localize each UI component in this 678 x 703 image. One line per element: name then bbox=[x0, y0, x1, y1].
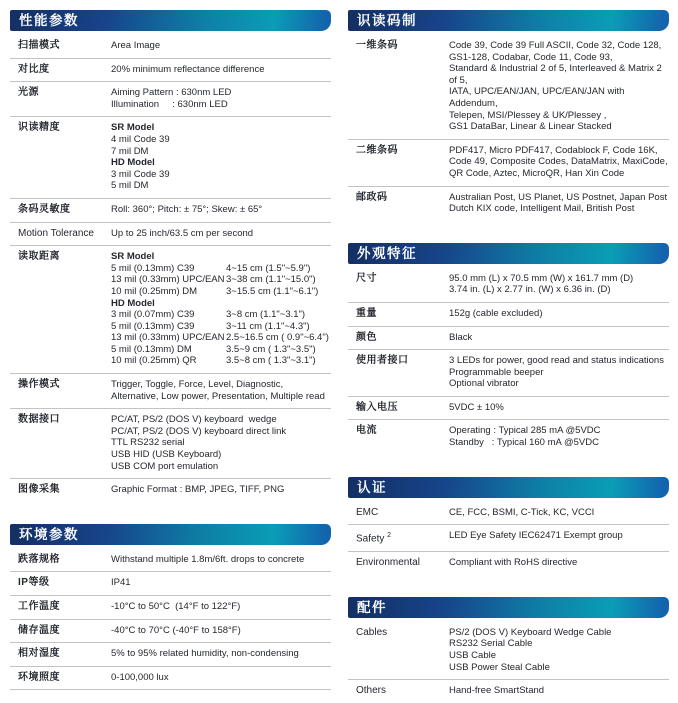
value-line-range: 3.5~8 cm ( 1.3"~3.1") bbox=[226, 355, 316, 367]
spec-section bbox=[348, 597, 669, 703]
row-label-text: 输入电压 bbox=[356, 401, 398, 413]
spec-row bbox=[348, 502, 669, 526]
spec-row bbox=[348, 140, 669, 187]
value-line: Illumination : 630nm LED bbox=[111, 98, 228, 110]
spec-section bbox=[348, 243, 669, 455]
row-label bbox=[10, 87, 111, 110]
value-line: Graphic Format : BMP, JPEG, TIFF, PNG bbox=[111, 484, 285, 496]
section-title: 外观特征 bbox=[348, 243, 669, 264]
value-line: 152g (cable excluded) bbox=[449, 307, 543, 319]
value-line-range: 3.5~9 cm ( 1.3"~3.5") bbox=[226, 343, 316, 355]
value-line-spec: 5 mil (0.13mm) DM bbox=[111, 343, 192, 355]
value-line-spec: 5 mil (0.13mm) C39 bbox=[111, 262, 195, 274]
value-line-range: 3~38 cm (1.1"~15.0") bbox=[226, 274, 316, 286]
value-line bbox=[111, 344, 331, 356]
row-label-text: 尺寸 bbox=[356, 272, 377, 284]
row-label bbox=[10, 648, 111, 660]
value-line: Compliant with RoHS directive bbox=[449, 557, 578, 569]
value-line bbox=[111, 355, 331, 367]
value-line: Black bbox=[449, 331, 473, 343]
row-label bbox=[348, 530, 449, 545]
row-value bbox=[111, 625, 331, 637]
row-value bbox=[449, 507, 669, 519]
row-label bbox=[10, 204, 111, 216]
value-line-spec: 3 mil (0.07mm) C39 bbox=[111, 309, 195, 321]
value-line: 3 mil Code 39 bbox=[111, 168, 170, 180]
row-value bbox=[111, 648, 331, 660]
row-label bbox=[348, 557, 449, 569]
left-column bbox=[10, 10, 331, 703]
value-line: QR Code, Aztec, MicroQR, Han Xin Code bbox=[449, 167, 625, 179]
row-value bbox=[111, 87, 331, 110]
spec-row bbox=[10, 667, 331, 691]
row-label-text: 对比度 bbox=[18, 63, 50, 75]
value-line: RS232 Serial Cable bbox=[449, 638, 533, 650]
value-line: Australian Post, US Planet, US Postnet, Japan Post bbox=[449, 191, 668, 203]
value-line: IP41 bbox=[111, 577, 131, 589]
row-label-text: 相对湿度 bbox=[18, 648, 60, 660]
spec-row bbox=[348, 350, 669, 397]
spec-section bbox=[10, 10, 331, 502]
row-value bbox=[449, 308, 669, 320]
row-label-superscript: 2 bbox=[387, 532, 392, 540]
spec-section bbox=[10, 524, 331, 691]
row-value bbox=[111, 601, 331, 613]
row-label-text: 邮政码 bbox=[356, 191, 388, 203]
value-line bbox=[111, 309, 331, 321]
row-value bbox=[111, 228, 331, 240]
row-value bbox=[449, 402, 669, 414]
spec-row bbox=[348, 552, 669, 575]
value-line-spec: 13 mil (0.33mm) UPC/EAN bbox=[111, 274, 225, 286]
spec-row bbox=[348, 268, 669, 303]
row-value bbox=[111, 414, 331, 472]
value-line: 5VDC ± 10% bbox=[449, 401, 504, 413]
value-line: USB Cable bbox=[449, 649, 496, 661]
row-label bbox=[10, 484, 111, 496]
value-line: Withstand multiple 1.8m/6ft. drops to concrete bbox=[111, 553, 305, 565]
spec-row bbox=[10, 620, 331, 644]
value-line: SR Model bbox=[111, 251, 155, 263]
value-line: Roll: 360°; Pitch: ± 75°; Skew: ± 65° bbox=[111, 203, 263, 215]
row-label-text: Environmental bbox=[356, 557, 420, 569]
section-title: 环境参数 bbox=[10, 524, 331, 545]
row-label bbox=[10, 414, 111, 472]
right-column bbox=[348, 10, 669, 703]
value-line: 0-100,000 lux bbox=[111, 671, 169, 683]
row-value bbox=[111, 379, 331, 402]
value-line-range: 3~11 cm (1.1"~4.3") bbox=[226, 320, 310, 332]
value-line: -10°C to 50°C (14°F to 122°F) bbox=[111, 601, 241, 612]
row-value bbox=[111, 204, 331, 216]
value-line: SR Model bbox=[111, 122, 155, 134]
spec-row bbox=[10, 246, 331, 374]
value-line: PC/AT, PS/2 (DOS V) keyboard wedge bbox=[111, 414, 277, 426]
value-line-spec: 10 mil (0.25mm) DM bbox=[111, 285, 198, 297]
value-line: 95.0 mm (L) x 70.5 mm (W) x 161.7 mm (D) bbox=[449, 272, 634, 284]
row-label bbox=[10, 40, 111, 52]
row-label-text: 数据接口 bbox=[18, 414, 60, 426]
row-value bbox=[111, 40, 331, 52]
value-line-spec: 10 mil (0.25mm) QR bbox=[111, 355, 197, 367]
row-value bbox=[449, 355, 669, 390]
spec-row bbox=[10, 572, 331, 596]
row-label bbox=[10, 601, 111, 613]
value-line: 5 mil DM bbox=[111, 180, 149, 192]
row-label bbox=[348, 627, 449, 673]
row-value bbox=[449, 530, 669, 545]
row-label bbox=[10, 577, 111, 589]
row-label bbox=[348, 402, 449, 414]
spec-row bbox=[348, 327, 669, 351]
row-label bbox=[10, 251, 111, 367]
value-line: Programmable beeper bbox=[449, 366, 544, 378]
row-label-text: 储存温度 bbox=[18, 624, 60, 636]
row-label-text: 环境照度 bbox=[18, 671, 60, 683]
row-label bbox=[10, 228, 111, 240]
value-line: USB COM port emulation bbox=[111, 460, 219, 472]
spec-row bbox=[10, 35, 331, 59]
value-line-range: 3~8 cm (1.1"~3.1") bbox=[226, 309, 306, 321]
row-value bbox=[449, 557, 669, 569]
row-label bbox=[10, 64, 111, 76]
value-line-range: 2.5~16.5 cm ( 0.9"~6.4") bbox=[226, 332, 329, 344]
row-label bbox=[10, 625, 111, 637]
value-line: Optional vibrator bbox=[449, 378, 519, 390]
row-label-text: 条码灵敏度 bbox=[18, 203, 71, 215]
spec-section bbox=[348, 477, 669, 575]
row-label-text: Cables bbox=[356, 626, 388, 638]
value-line-range: 3~15.5 cm (1.1"~6.1") bbox=[226, 285, 319, 297]
spec-row bbox=[10, 223, 331, 247]
value-line bbox=[111, 274, 331, 286]
row-value bbox=[111, 64, 331, 76]
value-line: IATA, UPC/EAN/JAN, UPC/EAN/JAN with Addendum, bbox=[449, 86, 627, 109]
section-title: 配件 bbox=[348, 597, 669, 618]
value-line: Hand-free SmartStand bbox=[449, 685, 545, 697]
row-value bbox=[449, 425, 669, 448]
row-label bbox=[348, 425, 449, 448]
row-label-text: 扫描模式 bbox=[18, 40, 60, 51]
row-label bbox=[10, 554, 111, 566]
value-line: USB HID (USB Keyboard) bbox=[111, 449, 222, 461]
value-line bbox=[111, 263, 331, 275]
value-line: USB Power Steal Cable bbox=[449, 661, 550, 673]
row-label-text: IP等级 bbox=[18, 577, 50, 589]
value-line: Alternative, Low power, Presentation, Multiple read bbox=[111, 390, 325, 402]
value-line: LED Eye Safety IEC62471 Exempt group bbox=[449, 530, 623, 542]
row-label bbox=[348, 685, 449, 697]
value-line: Standard & Industrial 2 of 5, Interleaved & Matrix 2 of 5, bbox=[449, 63, 665, 86]
value-line: Aiming Pattern : 630nm LED bbox=[111, 87, 232, 99]
spec-row bbox=[10, 479, 331, 502]
row-value bbox=[111, 251, 331, 367]
value-line: Standby : Typical 160 mA @5VDC bbox=[449, 437, 599, 449]
value-line: 4 mil Code 39 bbox=[111, 133, 170, 145]
value-line: GS1-128, Codabar, Code 11, Code 93, bbox=[449, 51, 613, 63]
row-label-text: 操作模式 bbox=[18, 379, 60, 391]
value-line: PDF417, Micro PDF417, Codablock F, Code 16K, bbox=[449, 144, 658, 156]
value-line: CE, FCC, BSMI, C-Tick, KC, VCCI bbox=[449, 506, 595, 518]
row-label-text: 一维条码 bbox=[356, 40, 398, 51]
spec-row bbox=[348, 187, 669, 221]
row-label bbox=[348, 332, 449, 344]
spec-row bbox=[10, 374, 331, 409]
spec-row bbox=[10, 643, 331, 667]
row-label-text: Others bbox=[356, 685, 387, 697]
value-line: 7 mil DM bbox=[111, 145, 149, 157]
value-line: PS/2 (DOS V) Keyboard Wedge Cable bbox=[449, 626, 612, 638]
value-line bbox=[111, 321, 331, 333]
spec-row bbox=[10, 549, 331, 573]
value-line: Code 49, Composite Codes, DataMatrix, MaxiCode, bbox=[449, 156, 668, 168]
row-label bbox=[10, 379, 111, 402]
value-line: 3 LEDs for power, good read and status indications bbox=[449, 355, 664, 367]
value-line: GS1 DataBar, Linear & Linear Stacked bbox=[449, 121, 612, 133]
row-label-text: 图像采集 bbox=[18, 484, 60, 496]
row-label bbox=[348, 273, 449, 296]
value-line: Trigger, Toggle, Force, Level, Diagnostic, bbox=[111, 379, 284, 391]
row-label-text: 工作温度 bbox=[18, 601, 60, 612]
row-value bbox=[449, 332, 669, 344]
value-line-spec: 5 mil (0.13mm) C39 bbox=[111, 320, 195, 332]
value-line: Area Image bbox=[111, 40, 161, 51]
spec-row bbox=[348, 420, 669, 454]
value-line bbox=[111, 332, 331, 344]
row-label-text: EMC bbox=[356, 506, 379, 518]
row-value bbox=[111, 122, 331, 192]
row-label bbox=[348, 507, 449, 519]
row-label-text: 二维条码 bbox=[356, 144, 398, 156]
spec-row bbox=[348, 680, 669, 703]
row-value bbox=[449, 627, 669, 673]
row-value bbox=[449, 40, 669, 133]
value-line: HD Model bbox=[111, 297, 155, 309]
value-line: Dutch KIX code, Intelligent Mail, British Post bbox=[449, 203, 635, 215]
row-value bbox=[111, 577, 331, 589]
spec-row bbox=[348, 622, 669, 680]
row-label-text: 重量 bbox=[356, 307, 377, 319]
value-line: 5% to 95% related humidity, non-condensing bbox=[111, 648, 299, 660]
row-value bbox=[111, 554, 331, 566]
row-label-text: 识读精度 bbox=[18, 122, 60, 134]
spec-row bbox=[10, 82, 331, 117]
row-label-text: 光源 bbox=[18, 87, 39, 99]
row-value bbox=[449, 192, 669, 215]
row-value bbox=[111, 484, 331, 496]
value-line bbox=[111, 286, 331, 298]
value-line-range: 4~15 cm (1.5"~5.9") bbox=[226, 262, 311, 274]
row-label bbox=[348, 308, 449, 320]
row-label bbox=[348, 355, 449, 390]
row-label bbox=[348, 145, 449, 180]
value-line: Telepen, MSI/Plessey & UK/Plessey , bbox=[449, 109, 607, 121]
spec-row bbox=[10, 117, 331, 199]
value-line: HD Model bbox=[111, 157, 155, 169]
value-line: 3.74 in. (L) x 2.77 in. (W) x 6.36 in. (D) bbox=[449, 284, 611, 296]
spec-row bbox=[348, 397, 669, 421]
value-line: Up to 25 inch/63.5 cm per second bbox=[111, 227, 254, 239]
spec-row bbox=[348, 525, 669, 552]
spec-row bbox=[10, 596, 331, 620]
section-title: 性能参数 bbox=[10, 10, 331, 31]
value-line: Code 39, Code 39 Full ASCII, Code 32, Code 128, bbox=[449, 40, 662, 51]
row-label-text: 使用者接口 bbox=[356, 355, 409, 367]
value-line: Operating : Typical 285 mA @5VDC bbox=[449, 425, 601, 437]
value-line-spec: 13 mil (0.33mm) UPC/EAN bbox=[111, 332, 225, 344]
row-label bbox=[348, 192, 449, 215]
row-label-text: 跌落规格 bbox=[18, 553, 60, 565]
row-label-text: 读取距离 bbox=[18, 251, 60, 263]
value-line: 20% minimum reflectance difference bbox=[111, 63, 265, 75]
spec-row bbox=[348, 303, 669, 327]
spec-row bbox=[10, 409, 331, 479]
spec-row bbox=[10, 199, 331, 223]
spec-section bbox=[348, 10, 669, 221]
row-value bbox=[449, 685, 669, 697]
section-title: 识读码制 bbox=[348, 10, 669, 31]
section-title: 认证 bbox=[348, 477, 669, 498]
row-value bbox=[449, 145, 669, 180]
row-label-text: Safety bbox=[356, 533, 385, 545]
spec-row bbox=[348, 35, 669, 140]
value-line: TTL RS232 serial bbox=[111, 437, 185, 449]
spec-row bbox=[10, 59, 331, 83]
row-label-text: 电流 bbox=[356, 425, 377, 437]
row-value bbox=[449, 273, 669, 296]
value-line: PC/AT, PS/2 (DOS V) keyboard direct link bbox=[111, 425, 287, 437]
value-line: -40°C to 70°C (-40°F to 158°F) bbox=[111, 624, 241, 636]
row-label-text: Motion Tolerance bbox=[18, 227, 94, 239]
row-label bbox=[10, 122, 111, 192]
row-label-text: 颜色 bbox=[356, 331, 377, 343]
row-label bbox=[348, 40, 449, 133]
